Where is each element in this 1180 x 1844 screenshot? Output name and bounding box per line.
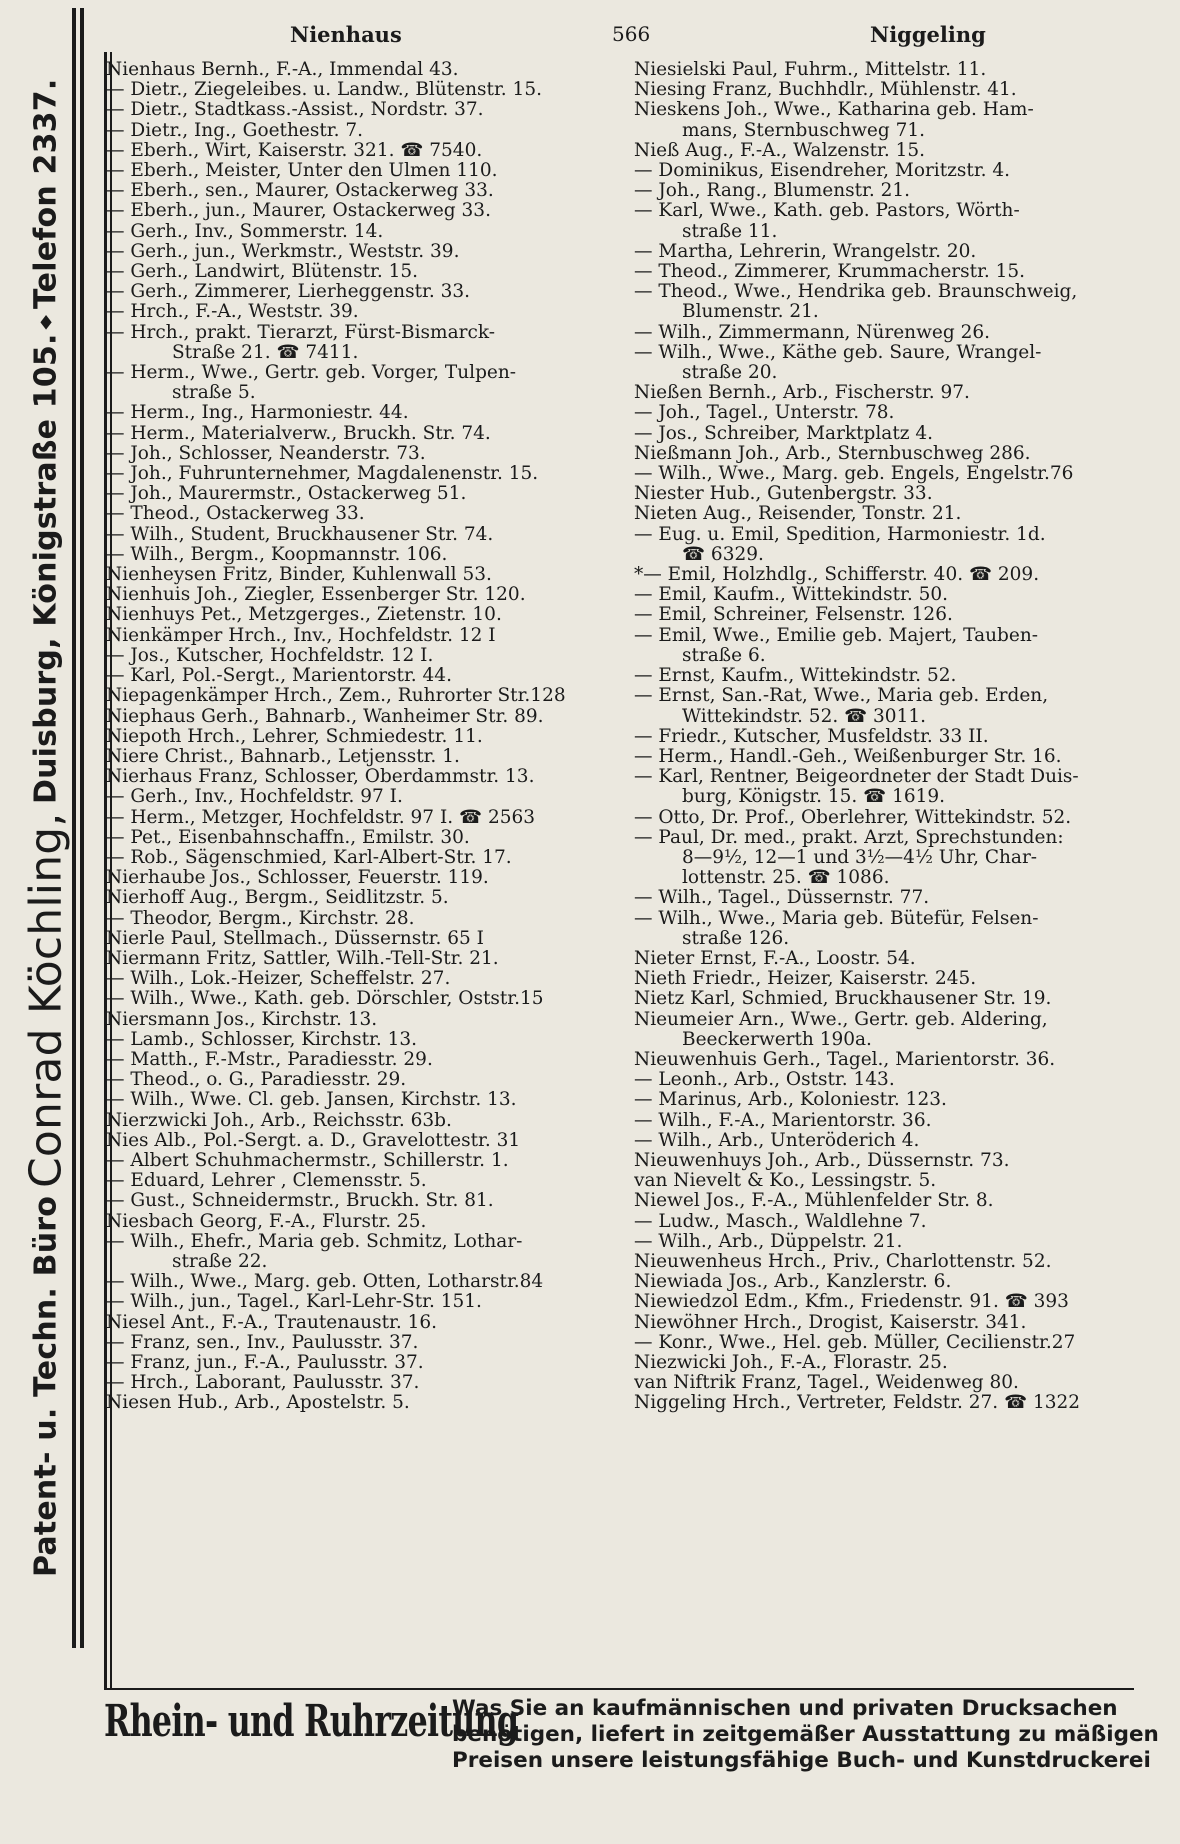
- directory-entry: — Wilh., Arb., Unteröderich 4.: [634, 1130, 920, 1151]
- directory-entry: Niepoth Hrch., Lehrer, Schmiedestr. 11.: [106, 726, 483, 747]
- directory-entry: mans, Sternbuschweg 71.: [682, 120, 926, 141]
- directory-entry: — Dietr., Stadtkass.-Assist., Nordstr. 37.: [106, 100, 484, 121]
- directory-entry: Nierzwicki Joh., Arb., Reichsstr. 63b.: [106, 1110, 452, 1131]
- directory-entry: — Leonh., Arb., Oststr. 143.: [634, 1070, 895, 1091]
- directory-entry: burg, Königstr. 15. ☎ 1619.: [682, 787, 946, 808]
- directory-entry: Niepagenkämper Hrch., Zem., Ruhrorter Str.128: [106, 686, 566, 707]
- directory-entry: Niggeling Hrch., Vertreter, Feldstr. 27. ☎ 1322: [634, 1393, 1081, 1414]
- directory-entry: — Lamb., Schlosser, Kirchstr. 13.: [106, 1029, 418, 1050]
- header-first-name: Nienhaus: [290, 22, 402, 47]
- directory-entry: — Theodor, Bergm., Kirchstr. 28.: [106, 908, 415, 929]
- directory-entry: Nienkämper Hrch., Inv., Hochfeldstr. 12 I: [106, 625, 496, 646]
- directory-entry: — Wilh., F.-A., Marientorstr. 36.: [634, 1110, 932, 1131]
- directory-entry: — Karl, Rentner, Beigeordneter der Stadt Duis-: [634, 767, 1079, 788]
- diamond-icon: ♦: [34, 309, 58, 334]
- directory-entry: — Herm., Metzger, Hochfeldstr. 97 I. ☎ 2563: [106, 807, 536, 828]
- directory-entry: — Gerh., Zimmerer, Lierheggenstr. 33.: [106, 282, 471, 303]
- directory-entry: Beeckerwerth 190a.: [682, 1029, 872, 1050]
- directory-entry: — Hrch., prakt. Tierarzt, Fürst-Bismarck-: [106, 322, 495, 343]
- directory-entry: Nierhaube Jos., Schlosser, Feuerstr. 119.: [106, 868, 489, 889]
- directory-entry: Niesing Franz, Buchhdlr., Mühlenstr. 41.: [634, 80, 1017, 101]
- directory-entry: — Dominikus, Eisendreher, Moritzstr. 4.: [634, 161, 1011, 182]
- directory-entry: Nietz Karl, Schmied, Bruckhausener Str. 19.: [634, 989, 1052, 1010]
- directory-entry: — Dietr., Ziegeleibes. u. Landw., Blütenstr. 15.: [106, 80, 542, 101]
- directory-entry: Niewiedzol Edm., Kfm., Friedenstr. 91. ☎ 393: [634, 1292, 1069, 1313]
- sidebar-rule: [80, 8, 84, 1648]
- directory-entry: — Dietr., Ing., Goethestr. 7.: [106, 120, 363, 141]
- directory-entry: — Theod., Wwe., Hendrika geb. Braunschweig,: [634, 282, 1078, 303]
- directory-entry: — Theod., Ostackerweg 33.: [106, 504, 365, 525]
- directory-entry: — Wilh., Wwe. Cl. geb. Jansen, Kirchstr. 13.: [106, 1090, 517, 1111]
- directory-entry: — Gerh., jun., Werkmstr., Weststr. 39.: [106, 241, 460, 262]
- directory-entry: — Wilh., Lok.-Heizer, Scheffelstr. 27.: [106, 969, 451, 990]
- directory-entry: — Wilh., Ehefr., Maria geb. Schmitz, Lothar-: [106, 1231, 523, 1252]
- directory-entry: — Eberh., sen., Maurer, Ostackerweg 33.: [106, 181, 494, 202]
- directory-entry: straße 20.: [682, 363, 778, 384]
- directory-entry: Niewöhner Hrch., Drogist, Kaiserstr. 341.: [634, 1312, 1027, 1333]
- directory-entry: — Ludw., Masch., Waldlehne 7.: [634, 1211, 927, 1232]
- directory-entry: Nießmann Joh., Arb., Sternbuschweg 286.: [634, 443, 1031, 464]
- directory-entry: — Gerh., Inv., Hochfeldstr. 97 I.: [106, 787, 403, 808]
- directory-entry: Nies Alb., Pol.-Sergt. a. D., Gravelottestr. 31: [106, 1130, 521, 1151]
- directory-entry: — Wilh., Arb., Düppelstr. 21.: [634, 1231, 903, 1252]
- directory-entry: — Wilh., Student, Bruckhausener Str. 74.: [106, 524, 494, 545]
- directory-entry: Nieter Ernst, F.-A., Loostr. 54.: [634, 948, 916, 969]
- directory-entry: Niesen Hub., Arb., Apostelstr. 5.: [106, 1393, 410, 1414]
- directory-entry: Nierhaus Franz, Schlosser, Oberdammstr. 13.: [106, 767, 535, 788]
- directory-entry: lottenstr. 25. ☎ 1086.: [682, 868, 890, 889]
- directory-entry: ☎ 6329.: [682, 544, 764, 565]
- directory-entry: — Gust., Schneidermstr., Bruckh. Str. 81.: [106, 1191, 494, 1212]
- right-column: [634, 60, 1134, 1414]
- directory-entry: — Wilh., Wwe., Marg. geb. Otten, Lotharstr.84: [106, 1272, 544, 1293]
- directory-entry: — Hrch., Laborant, Paulusstr. 37.: [106, 1373, 420, 1394]
- directory-entry: — Emil, Wwe., Emilie geb. Majert, Tauben-: [634, 625, 1038, 646]
- directory-entry: — Eberh., Meister, Unter den Ulmen 110.: [106, 161, 498, 182]
- directory-entry: Nienhaus Bernh., F.-A., Immendal 43.: [106, 60, 459, 80]
- directory-entry: — Joh., Rang., Blumenstr. 21.: [634, 181, 911, 202]
- directory-entry: — Wilh., Bergm., Koopmannstr. 106.: [106, 544, 448, 565]
- directory-entry: — Joh., Maurermstr., Ostackerweg 51.: [106, 484, 467, 505]
- directory-entry: — Paul, Dr. med., prakt. Arzt, Sprechstunden:: [634, 827, 1064, 848]
- directory-entry: straße 126.: [682, 928, 790, 949]
- directory-entry: — Wilh., Wwe., Marg. geb. Engels, Engelstr.76: [634, 464, 1074, 485]
- directory-entry: Niesielski Paul, Fuhrm., Mittelstr. 11.: [634, 60, 987, 80]
- directory-entry: — Wilh., Wwe., Maria geb. Bütefür, Felsen-: [634, 908, 1039, 929]
- directory-entry: Nieth Friedr., Heizer, Kaiserstr. 245.: [634, 969, 977, 990]
- directory-entry: — Emil, Schreiner, Felsenstr. 126.: [634, 605, 953, 626]
- directory-entry: straße 22.: [172, 1251, 268, 1272]
- directory-entry: Nienhuys Pet., Metzgerges., Zietenstr. 10.: [106, 605, 502, 626]
- directory-entry: — Marinus, Arb., Koloniestr. 123.: [634, 1090, 947, 1111]
- directory-entry: — Ernst, San.-Rat, Wwe., Maria geb. Erden,: [634, 686, 1049, 707]
- directory-entry: Niersmann Jos., Kirchstr. 13.: [106, 1009, 378, 1030]
- directory-entry: straße 5.: [172, 383, 256, 404]
- directory-entry: — Franz, jun., F.-A., Paulusstr. 37.: [106, 1353, 424, 1373]
- directory-entry: — Herm., Ing., Harmoniestr. 44.: [106, 403, 409, 424]
- directory-entry: — Joh., Tagel., Unterstr. 78.: [634, 403, 895, 424]
- directory-entry: Niermann Fritz, Sattler, Wilh.-Tell-Str. 21.: [106, 948, 499, 969]
- directory-entry: — Joh., Fuhrunternehmer, Magdalenenstr. 15.: [106, 464, 539, 485]
- directory-entry: Wittekindstr. 52. ☎ 3011.: [682, 706, 926, 727]
- directory-entry: straße 6.: [682, 645, 766, 666]
- directory-entry: — Wilh., Wwe., Kath. geb. Dörschler, Oststr.15: [106, 989, 544, 1010]
- directory-entry: — Theod., o. G., Paradiesstr. 29.: [106, 1070, 407, 1091]
- directory-entry: Nieumeier Arn., Wwe., Gertr. geb. Aldering,: [634, 1009, 1048, 1030]
- directory-entry: — Wilh., Tagel., Düssernstr. 77.: [634, 888, 930, 909]
- directory-entry: — Martha, Lehrerin, Wrangelstr. 20.: [634, 241, 977, 262]
- directory-entry: Niephaus Gerh., Bahnarb., Wanheimer Str. 89.: [106, 706, 544, 727]
- directory-entry: — Wilh., Zimmermann, Nürenweg 26.: [634, 322, 991, 343]
- directory-entry: Nieß Aug., F.-A., Walzenstr. 15.: [634, 140, 926, 161]
- directory-entry: Nierhoff Aug., Bergm., Seidlitzstr. 5.: [106, 888, 449, 909]
- ad-line: benötigen, liefert in zeitgemäßer Ausstattung zu mäßigen: [452, 1722, 1159, 1747]
- directory-entry: 8—9½, 12—1 und 3½—4½ Uhr, Char-: [682, 847, 1038, 868]
- directory-entry: Nieskens Joh., Wwe., Katharina geb. Ham-: [634, 100, 1034, 121]
- directory-entry: — Ernst, Kaufm., Wittekindstr. 52.: [634, 666, 957, 687]
- directory-entry: Straße 21. ☎ 7411.: [172, 342, 359, 363]
- ad-line: Was Sie an kaufmännischen und privaten Drucksachen: [452, 1696, 1118, 1721]
- directory-entry: — Gerh., Inv., Sommerstr. 14.: [106, 221, 384, 242]
- directory-entry: — Rob., Sägenschmied, Karl-Albert-Str. 17.: [106, 847, 512, 868]
- directory-entry: — Herm., Handl.-Geh., Weißenburger Str. 16.: [634, 746, 1062, 767]
- directory-entry: Blumenstr. 21.: [682, 302, 819, 323]
- directory-entry: Nießen Bernh., Arb., Fischerstr. 97.: [634, 383, 970, 404]
- page-number: 566: [612, 22, 651, 46]
- directory-entry: Niere Christ., Bahnarb., Letjensstr. 1.: [106, 746, 460, 767]
- bottom-rule: [104, 1688, 1134, 1690]
- printing-ad: [452, 1696, 1159, 1774]
- directory-entry: — Emil, Kaufm., Wittekindstr. 50.: [634, 585, 949, 606]
- directory-entry: Nienhuis Joh., Ziegler, Essenberger Str. 120.: [106, 585, 526, 606]
- directory-entry: — Eduard, Lehrer , Clemensstr. 5.: [106, 1171, 427, 1192]
- directory-entry: — Joh., Schlosser, Neanderstr. 73.: [106, 443, 426, 464]
- directory-entry: Nieuwenhuis Gerh., Tagel., Marientorstr. 36.: [634, 1049, 1056, 1070]
- directory-entry: *— Emil, Holzhdlg., Schifferstr. 40. ☎ 209.: [634, 565, 1040, 586]
- directory-entry: — Albert Schuhmachermstr., Schillerstr. 1.: [106, 1150, 509, 1171]
- newspaper-title: Rhein- und Ruhrzeitung: [104, 1696, 519, 1747]
- sidebar-pre: Patent- u. Techn. Büro: [28, 1195, 64, 1577]
- directory-entry: Niezwicki Joh., F.-A., Florastr. 25.: [634, 1353, 948, 1373]
- directory-entry: — Karl, Wwe., Kath. geb. Pastors, Wörth-: [634, 201, 1020, 222]
- directory-entry: Nieten Aug., Reisender, Tonstr. 21.: [634, 504, 962, 525]
- advertisement-sidebar: [18, 8, 96, 1648]
- directory-entry: — Eberh., jun., Maurer, Ostackerweg 33.: [106, 201, 491, 222]
- sidebar-address: Duisburg, Königstraße 105.: [28, 333, 64, 805]
- directory-entry: — Jos., Schreiber, Marktplatz 4.: [634, 423, 934, 444]
- directory-entry: van Niftrik Franz, Tagel., Weidenweg 80.: [634, 1373, 1019, 1394]
- directory-entry: — Gerh., Landwirt, Blütenstr. 15.: [106, 262, 419, 283]
- directory-entry: — Matth., F.-Mstr., Paradiesstr. 29.: [106, 1049, 433, 1070]
- directory-entry: — Herm., Materialverw., Bruckh. Str. 74.: [106, 423, 491, 444]
- directory-entry: — Pet., Eisenbahnschaffn., Emilstr. 30.: [106, 827, 470, 848]
- directory-entry: Niesbach Georg, F.-A., Flurstr. 25.: [106, 1211, 427, 1232]
- directory-entry: — Wilh., jun., Tagel., Karl-Lehr-Str. 151.: [106, 1292, 482, 1313]
- directory-entry: — Jos., Kutscher, Hochfeldstr. 12 I.: [106, 645, 434, 666]
- ad-line: Preisen unsere leistungsfähige Buch- und Kunstdruckerei: [452, 1748, 1151, 1773]
- directory-entry: — Karl, Pol.-Sergt., Marientorstr. 44.: [106, 666, 452, 687]
- directory-entry: — Konr., Wwe., Hel. geb. Müller, Cecilienstr.27: [634, 1332, 1076, 1353]
- directory-entry: — Wilh., Wwe., Käthe geb. Saure, Wrangel-: [634, 342, 1042, 363]
- directory-entry: Niesel Ant., F.-A., Trautenaustr. 16.: [106, 1312, 438, 1333]
- sidebar-ad-text: [18, 8, 74, 1648]
- directory-entry: — Eug. u. Emil, Spedition, Harmoniestr. 1d.: [634, 524, 1046, 545]
- directory-entry: — Otto, Dr. Prof., Oberlehrer, Wittekindstr. 52.: [634, 807, 1072, 828]
- left-column: [106, 60, 638, 1414]
- directory-entry: — Hrch., F.-A., Weststr. 39.: [106, 302, 359, 323]
- directory-entry: Nierle Paul, Stellmach., Düssernstr. 65 I: [106, 928, 484, 949]
- sidebar-company: Conrad Köchling,: [20, 812, 72, 1188]
- header-last-name: Niggeling: [870, 22, 986, 47]
- directory-entry: Niester Hub., Gutenbergstr. 33.: [634, 484, 933, 505]
- directory-entry: — Franz, sen., Inv., Paulusstr. 37.: [106, 1332, 419, 1353]
- sidebar-phone: Telefon 2337.: [28, 79, 64, 310]
- directory-entry: Nienheysen Fritz, Binder, Kuhlenwall 53.: [106, 565, 492, 586]
- directory-entry: — Eberh., Wirt, Kaiserstr. 321. ☎ 7540.: [106, 140, 483, 161]
- directory-entry: Niewel Jos., F.-A., Mühlenfelder Str. 8.: [634, 1191, 994, 1212]
- directory-entry: Nieuwenhuys Joh., Arb., Düssernstr. 73.: [634, 1150, 1010, 1171]
- directory-entry: Niewiada Jos., Arb., Kanzlerstr. 6.: [634, 1272, 952, 1293]
- directory-entry: Nieuwenheus Hrch., Priv., Charlottenstr. 52.: [634, 1251, 1052, 1272]
- directory-entry: — Theod., Zimmerer, Krummacherstr. 15.: [634, 262, 1026, 283]
- directory-entry: van Nievelt & Ko., Lessingstr. 5.: [634, 1171, 937, 1192]
- directory-entry: straße 11.: [682, 221, 778, 242]
- directory-entry: — Herm., Wwe., Gertr. geb. Vorger, Tulpen-: [106, 363, 517, 384]
- directory-entry: — Friedr., Kutscher, Musfeldstr. 33 II.: [634, 726, 989, 747]
